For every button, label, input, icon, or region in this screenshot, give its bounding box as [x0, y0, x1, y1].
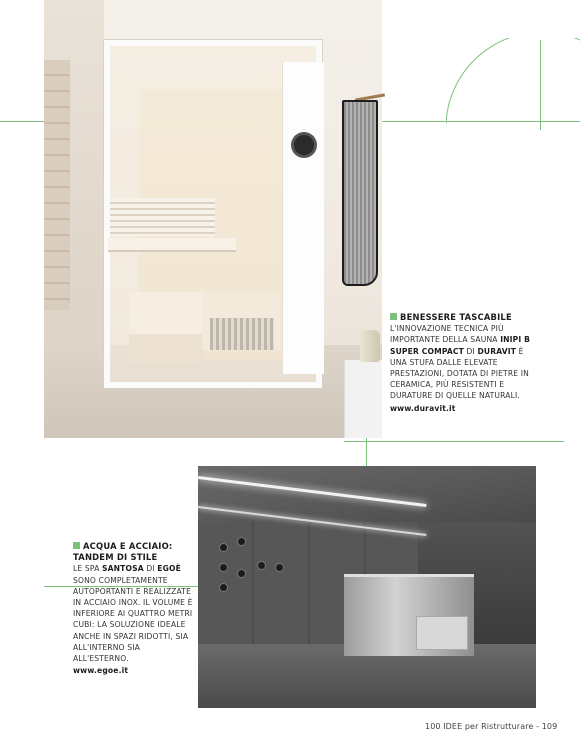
- water-jet: [276, 564, 283, 571]
- page-footer: 100 IDEE per Ristrutturare - 109: [425, 722, 558, 731]
- water-jet: [258, 562, 265, 569]
- water-jet: [220, 544, 227, 551]
- water-jet: [220, 584, 227, 591]
- brand-name: EGOÈ: [157, 564, 181, 574]
- brand-url[interactable]: www.egoe.it: [73, 666, 129, 676]
- caption-title-line2: TANDEM DI STILE: [73, 552, 158, 563]
- product-name: SANTOSA: [102, 564, 144, 574]
- product-name: INIPI B SUPER COMPACT: [390, 335, 531, 356]
- control-knob: [294, 135, 314, 155]
- sauna-photo: [44, 0, 382, 438]
- green-square-marker: [73, 542, 80, 549]
- decorative-arc: [446, 38, 580, 128]
- decorative-line-top-left: [0, 121, 44, 122]
- caption-duravit: BENESSERE TASCABILE L'INNOVAZIONE TECNICA PIÙ IMPORTANTE DELLA SAUNA INIPI B SUPER COMPACT DI DURAVIT È UNA STUFA DALLE ELEVATE PRESTAZIONI, DOTATA DI PIETRE IN CERAMICA, PIÙ RESISTENTI E DURATURE DI QUELLE NATURALI. www.duravit.it: [390, 312, 540, 414]
- green-square-marker: [390, 313, 397, 320]
- sauna-stove: [210, 318, 274, 350]
- caption-title-line1: ACQUA E ACCIAIO:: [83, 541, 173, 551]
- caption-egoe: ACQUA E ACCIAIO: TANDEM DI STILE LE SPA SANTOSA DI EGOÈ SONO COMPLETAMENTE AUTOPORTANTI E REALIZZATE IN ACCIAIO INOX. IL VOLUME È INFERIORE AI QUATTRO METRI CUBI: LA SOLUZIONE IDEALE ANCHE IN SPAZI RIDOTTI, SIA ALL'INTERNO SIA ALL'ESTERNO. www.egoe.it: [73, 541, 195, 676]
- caption-title: BENESSERE TASCABILE: [400, 312, 512, 322]
- brand-name: DURAVIT: [477, 346, 517, 356]
- spa-photo: [198, 466, 536, 708]
- brand-url[interactable]: www.duravit.it: [390, 403, 456, 413]
- decorative-line-mid: [344, 441, 564, 442]
- towel: [342, 100, 378, 286]
- water-jet: [238, 538, 245, 545]
- water-jet: [220, 564, 227, 571]
- water-jet: [238, 570, 245, 577]
